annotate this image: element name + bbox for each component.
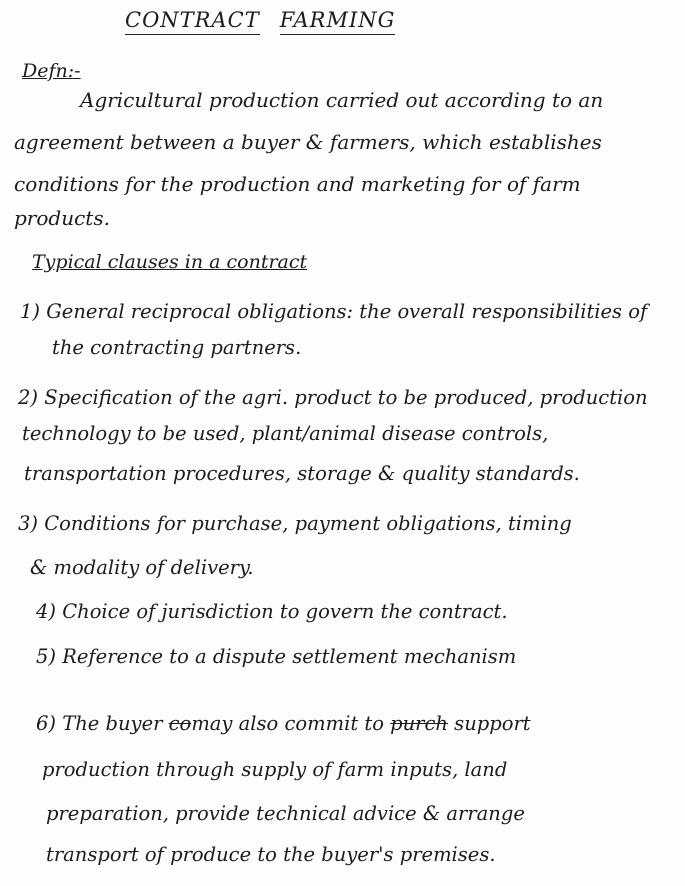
title-word-contract: CONTRACT [125, 8, 260, 35]
clause-6-suffix: support [447, 712, 531, 735]
definition-line-4: products. [14, 206, 110, 230]
title-word-farming: FARMING [280, 8, 396, 35]
clause-5-line-1: 5) Reference to a dispute settlement mechanism [36, 645, 517, 668]
clause-6-line-2: production through supply of farm inputs, land [42, 758, 508, 781]
definition-line-2: agreement between a buyer & farmers, which establishes [14, 130, 602, 154]
clause-2-line-1: 2) Specification of the agri. product to be produced, production [18, 386, 648, 409]
clause-6-line-4: transport of produce to the buyer's premises. [46, 843, 496, 866]
clause-3-line-2: & modality of delivery. [30, 556, 254, 579]
clause-6-mid: may also commit to [191, 712, 391, 735]
page-title [125, 8, 395, 32]
clause-6-prefix: 6) The buyer [36, 712, 169, 735]
definition-line-3: conditions for the production and marketing for of farm [14, 172, 581, 196]
definition-line-1: Agricultural production carried out according to an [80, 88, 604, 112]
clause-2-line-3: transportation procedures, storage & quality standards. [24, 462, 580, 485]
clause-4-line-1: 4) Choice of jurisdiction to govern the contract. [36, 600, 508, 623]
definition-label: Defn:- [22, 60, 81, 82]
clauses-heading: Typical clauses in a contract [32, 251, 308, 273]
clause-6-line-1 [36, 712, 531, 735]
clause-1-line-1: 1) General reciprocal obligations: the overall responsibilities of [20, 300, 648, 323]
clause-1-line-2: the contracting partners. [52, 336, 302, 359]
clause-2-line-2: technology to be used, plant/animal disease controls, [22, 422, 549, 445]
clause-3-line-1: 3) Conditions for purchase, payment obligations, timing [18, 512, 572, 535]
clause-6-struck-word-a: co [168, 712, 192, 735]
clause-6-line-3: preparation, provide technical advice & arrange [46, 802, 525, 825]
clause-6-struck-word-b: purch [390, 712, 448, 735]
